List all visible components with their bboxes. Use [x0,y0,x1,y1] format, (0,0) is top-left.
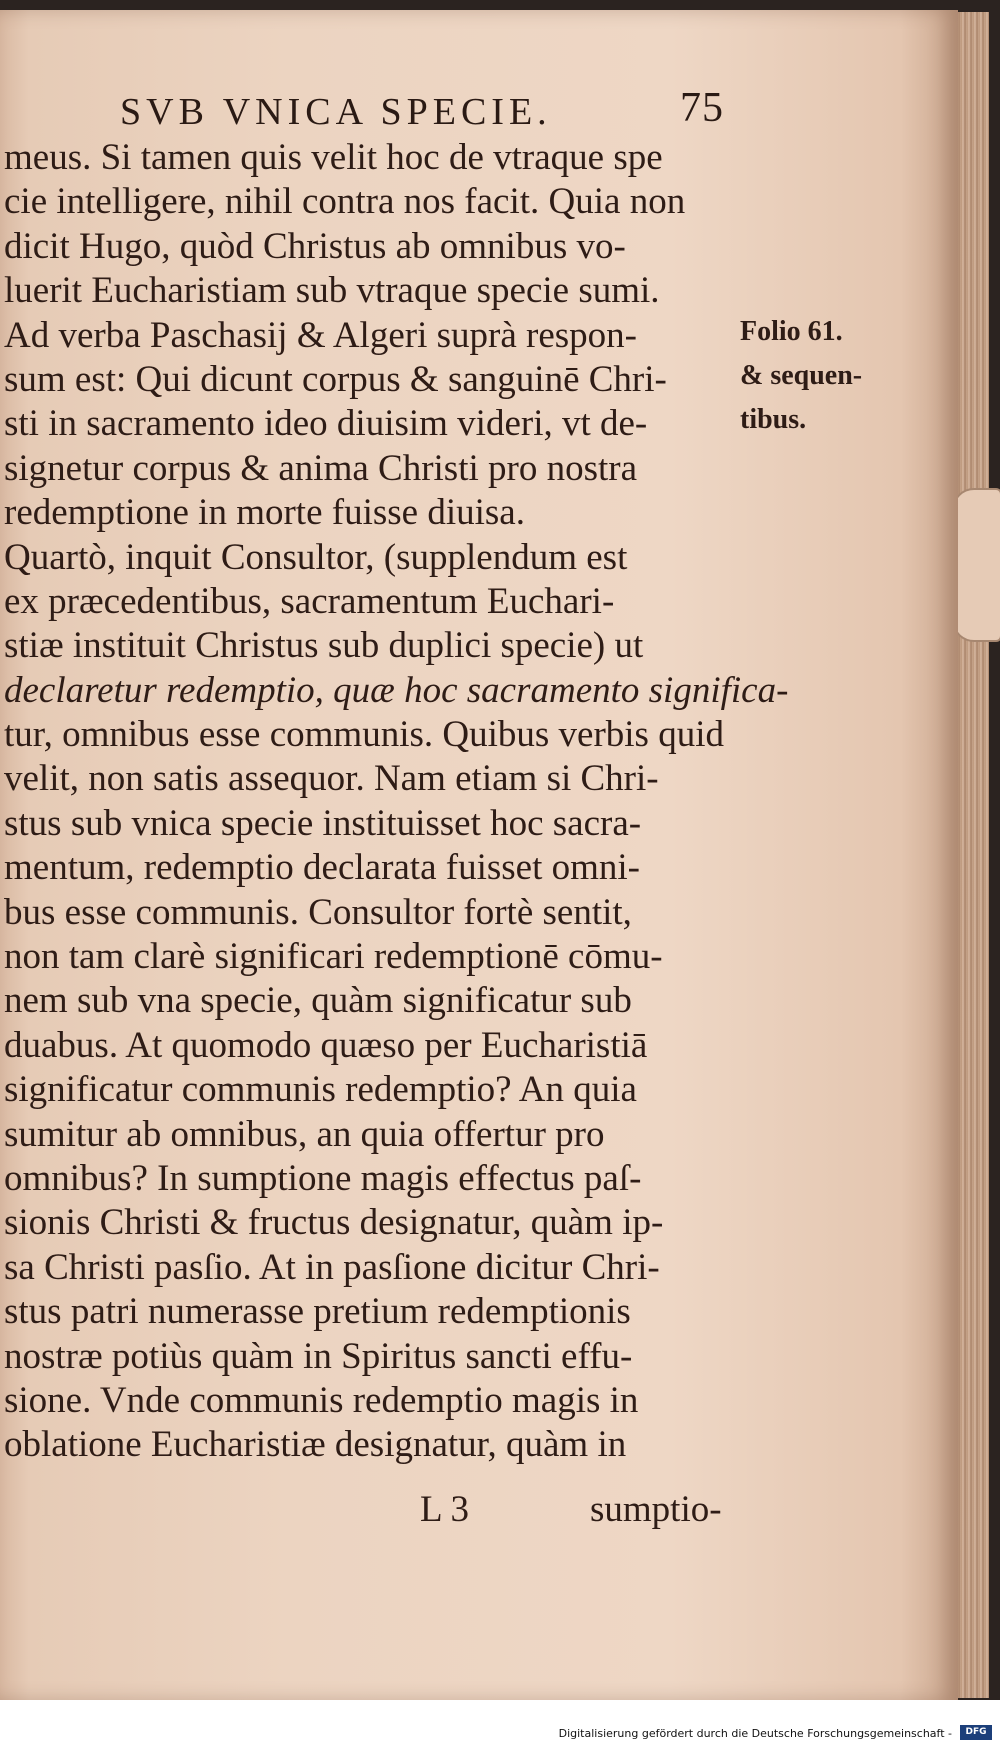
marginal-note [740,310,950,442]
text-line: stus sub vnica specie instituisset hoc sacra- [4,802,642,844]
text-line: sum est: Qui dicunt corpus & sanguinē Chri- [4,358,667,400]
funding-credit: Digitalisierung gefördert durch die Deutsche Forschungsgemeinschaft - [558,1727,952,1740]
body-text [4,136,789,1468]
text-line: cie intelligere, nihil contra nos facit. Quia non [4,181,686,223]
catchword: sumptio- [590,1489,722,1530]
text-line: Quartò, inquit Consultor, (supplendum est [4,536,628,578]
text-line: tur, omnibus esse communis. Quibus verbis quid [4,714,724,756]
text-line: sionis Christi & fructus designatur, quàm ip- [4,1202,664,1244]
text-line: nem sub vna specie, quàm significatur sub [4,980,632,1022]
dfg-logo: DFG [960,1725,992,1740]
text-line: nostræ potiùs quàm in Spiritus sancti effu- [4,1335,633,1377]
book-page [0,10,958,1700]
text-line: ex præcedentibus, sacramentum Euchari- [4,580,615,622]
signature-mark: L 3 [420,1489,469,1530]
marginal-note-line: Folio 61. [740,316,843,347]
text-line: sione. Vnde communis redemptio magis in [4,1379,639,1421]
text-line: omnibus? In sumptione magis effectus paſ- [4,1157,642,1199]
text-line: redemptione in morte fuisse diuisa. [4,492,525,534]
text-line-italic: declaretur redemptio, quæ hoc sacramento significa- [4,669,789,711]
text-line: stiæ instituit Christus sub duplici specie) ut [4,625,644,667]
text-line: sti in sacramento ideo diuisim videri, vt de- [4,403,648,445]
text-line: velit, non satis assequor. Nam etiam si Chri- [4,758,659,800]
text-line: dicit Hugo, quòd Christus ab omnibus vo- [4,225,626,267]
text-line: Ad verba Paschasij & Algeri suprà respon- [4,314,637,356]
text-line: duabus. At quomodo quæso per Eucharistiā [4,1024,648,1066]
page-number: 75 [680,85,724,131]
text-line: signetur corpus & anima Christi pro nostra [4,447,638,489]
marginal-note-line: & sequen- [740,360,863,391]
running-head-title: SVB VNICA SPECIE. [120,91,552,133]
text-line: luerit Eucharistiam sub vtraque specie sumi. [4,270,660,312]
signature-line [420,1488,760,1538]
running-head [120,85,724,140]
text-line: non tam clarè significari redemptionē cōmu- [4,936,663,978]
text-line: bus esse communis. Consultor fortè sentit, [4,891,632,933]
text-line: sa Christi pasſio. At in pasſione dicitur Chri- [4,1246,660,1288]
text-line: oblatione Eucharistiæ designatur, quàm in [4,1424,627,1466]
text-line: mentum, redemptio declarata fuisset omni- [4,847,640,889]
book-clasp [952,488,1000,642]
text-line: significatur communis redemptio? An quia [4,1069,637,1111]
text-line: meus. Si tamen quis velit hoc de vtraque spe [4,137,663,178]
marginal-note-line: tibus. [740,404,807,435]
text-line: sumitur ab omnibus, an quia offertur pro [4,1113,605,1155]
text-line: stus patri numerasse pretium redemptionis [4,1291,631,1333]
